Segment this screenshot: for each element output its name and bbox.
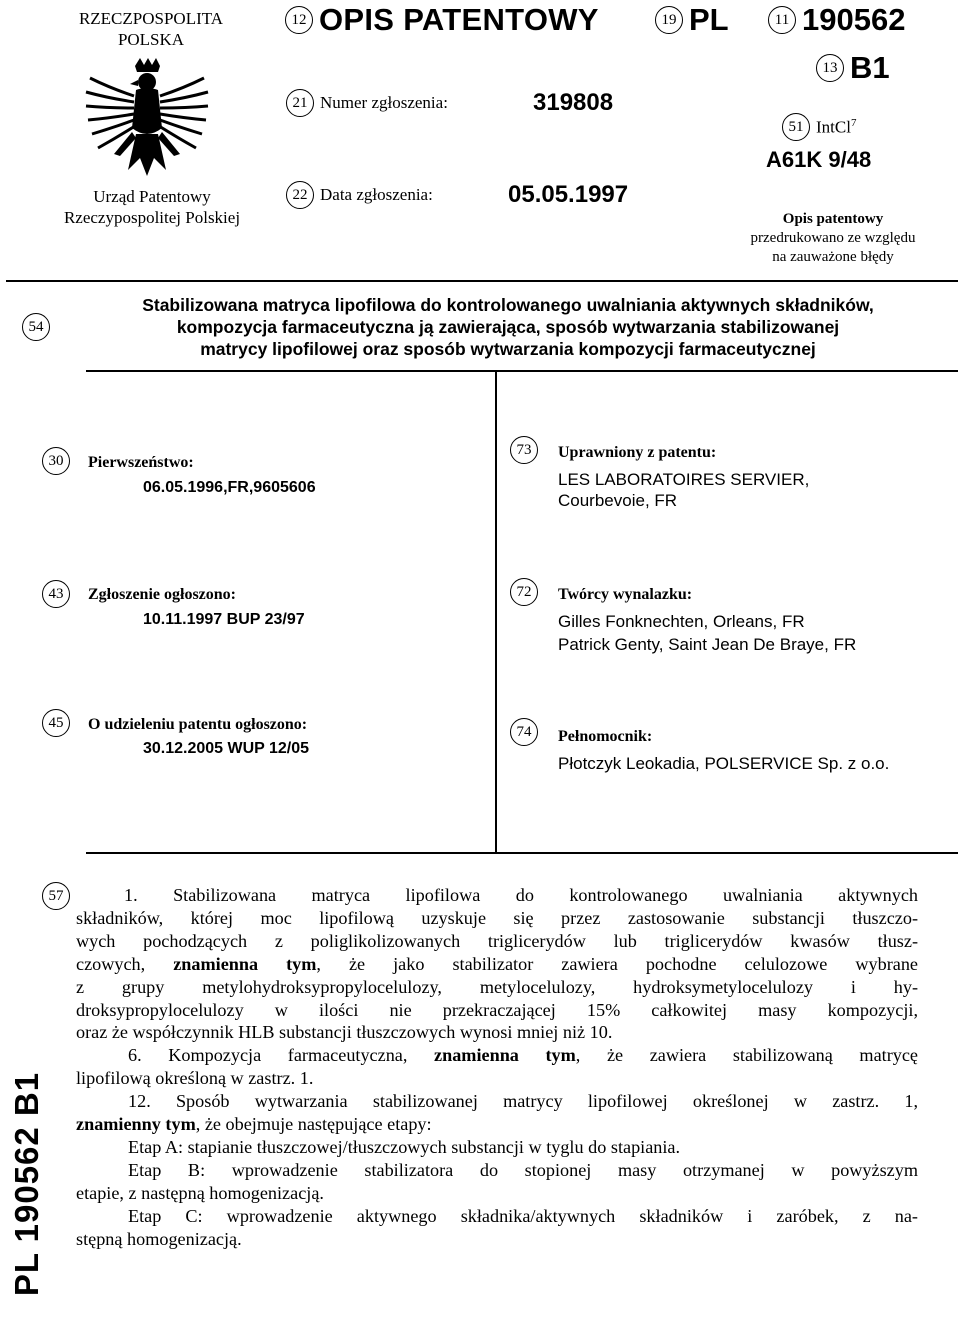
claim-6: 6. Kompozycja farmaceutyczna, znamienna tym, że zawiera stabilizowaną matrycę lipofilową określoną w zastrz. 1. <box>76 1045 918 1089</box>
side-patent-label: PL 190562 B1 <box>8 1071 45 1297</box>
publication-label: Zgłoszenie ogłoszono: <box>88 586 236 603</box>
country-line-2: POLSKA <box>117 30 185 49</box>
inventors-label: Twórcy wynalazku: <box>558 586 693 603</box>
reprint-note-line-3: na zauważone błędy <box>772 249 894 265</box>
inid-code-11: 11 <box>768 6 796 34</box>
inid-code-73: 73 <box>510 436 538 464</box>
step-a: Etap A: stapianie tłuszczowej/tłuszczowych substancji w tyglu do stapiania. <box>128 1136 681 1157</box>
patent-office <box>26 186 278 228</box>
claim-12: 12. Sposób wytwarzania stabilizowanej matrycy lipofilowej określonej w zastrz. 1, znamienny tym, że obejmuje następujące etapy: Etap A: stapianie tłuszczowej/tłuszczowych substancji w tyglu do stapiania. Etap B: wprowadzenie stabilizatora do stopionej masy otrzymanej w powyższym etapie, z następną homogenizacją. Etap C: wprowadzenie aktywnego składnika/aktywnych składników i zaróbek, z na- stępną homogenizacją. <box>76 1091 918 1249</box>
attorney-label: Pełnomocnik: <box>558 728 653 745</box>
invention-title <box>78 294 938 360</box>
inventor-line-1: Gilles Fonknechten, Orleans, FR <box>558 612 805 631</box>
column-divider <box>495 370 497 852</box>
owner-value <box>558 469 809 511</box>
inid-code-54: 54 <box>22 313 50 341</box>
title-line-1: Stabilizowana matryca lipofilowa do kontrolowanego uwalniania aktywnych składników, <box>142 295 874 315</box>
application-number: 319808 <box>533 89 614 116</box>
claim-1-characterizing: znamienna tym <box>173 953 317 974</box>
inventor-line-2: Patrick Genty, Saint Jean De Braye, FR <box>558 635 857 654</box>
doc-title: OPIS PATENTOWY <box>319 2 599 37</box>
reprint-note-line-1: Opis patentowy <box>782 211 884 227</box>
title-line-2: kompozycja farmaceutyczna ją zawierająca, sposób wytwarzania stabilizowanej <box>176 317 840 337</box>
inid-code-21: 21 <box>286 89 314 117</box>
inid-code-13: 13 <box>816 54 844 82</box>
intcl-value: A61K 9/48 <box>766 147 872 172</box>
claim-1: 1. Stabilizowana matryca lipofilowa do kontrolowanego uwalniania aktywnych składników, której moc lipofilową uzyskuje się przez zastosowanie substancji tłuszczo- wych pochodzących z poliglikolizowanych triglicerydów lub triglicerydów kwasów tłusz- czowych, znamienna tym, że jako stabilizator zawiera pochodne celulozowe wybrane z grupy metylohydroksypropylocelulozy, metylocelulozy, hydroksymetylocelulozy i hy- droksypropylocelulozy w ilości nie przekraczającej 15% całkowitej masy kompozycji, oraz że współczynnik HLB substancji tłuszczowych wynosi mniej niż 10. <box>76 885 918 1043</box>
patent-number: 190562 <box>802 2 906 37</box>
inid-code-43: 43 <box>42 580 70 608</box>
reprint-note <box>730 210 936 267</box>
inid-code-22: 22 <box>286 181 314 209</box>
priority-label: Pierwszeństwo: <box>88 454 194 471</box>
patent-number-row <box>768 4 905 36</box>
header-divider <box>6 280 958 282</box>
owner-line-1: LES LABORATOIRES SERVIER, <box>558 470 810 489</box>
claim-12-characterizing: znamienny tym <box>76 1114 196 1135</box>
intcl-row <box>782 112 856 142</box>
filing-date: 05.05.1997 <box>508 181 629 208</box>
publication-value: 10.11.1997 BUP 23/97 <box>143 611 305 628</box>
inid-code-30: 30 <box>42 447 70 475</box>
filing-date-row <box>286 180 433 210</box>
fields-divider <box>86 852 958 854</box>
inid-code-45: 45 <box>42 709 70 737</box>
step-b-line-1: Etap B: wprowadzenie stabilizatora do stopionej masy otrzymanej w powyższym <box>128 1159 918 1180</box>
step-b-line-2: etapie, z następną homogenizacją. <box>76 1182 324 1203</box>
country-name <box>56 8 246 50</box>
inid-code-57: 57 <box>42 882 70 910</box>
eagle-emblem-icon <box>80 58 215 183</box>
country-line-1: RZECZPOSPOLITA <box>78 9 224 28</box>
office-line-2: Rzeczypospolitej Polskiej <box>63 208 241 227</box>
owner-line-2: Courbevoie, FR <box>558 491 678 510</box>
office-line-1: Urząd Patentowy <box>93 187 211 206</box>
country-code-row <box>655 4 729 36</box>
inid-code-51: 51 <box>782 113 810 141</box>
inid-code-12: 12 <box>285 6 313 34</box>
title-line-3: matrycy lipofilowej oraz sposób wytwarzania kompozycji farmaceutycznej <box>200 339 816 359</box>
title-divider <box>86 370 958 372</box>
reprint-note-line-2: przedrukowano ze względu <box>750 230 916 246</box>
claims-text <box>76 884 918 1251</box>
application-number-label: Numer zgłoszenia: <box>320 93 448 112</box>
kind-code-row <box>816 52 890 84</box>
grant-value: 30.12.2005 WUP 12/05 <box>143 740 310 757</box>
doc-type-row <box>285 4 599 36</box>
application-number-row <box>286 88 448 118</box>
attorney-value: Płotczyk Leokadia, POLSERVICE Sp. z o.o. <box>558 754 890 773</box>
step-c-line-2: stępną homogenizacją. <box>76 1228 242 1249</box>
intcl-label: IntCl$^7$ <box>816 116 857 137</box>
step-c-line-1: Etap C: wprowadzenie aktywnego składnika/aktywnych składników i zaróbek, z na- <box>128 1205 918 1226</box>
inventors-value <box>558 610 856 656</box>
inid-code-19: 19 <box>655 6 683 34</box>
country-code: PL <box>689 2 729 37</box>
inid-code-72: 72 <box>510 578 538 606</box>
intcl-version: 7 <box>850 116 857 129</box>
grant-label: O udzieleniu patentu ogłoszono: <box>88 716 308 733</box>
filing-date-label: Data zgłoszenia: <box>320 185 433 204</box>
inid-code-74: 74 <box>510 718 538 746</box>
kind-code: B1 <box>850 50 890 85</box>
priority-value: 06.05.1996,FR,9605606 <box>143 479 316 496</box>
owner-label: Uprawniony z patentu: <box>558 444 717 461</box>
claim-6-characterizing: znamienna tym <box>434 1045 576 1066</box>
